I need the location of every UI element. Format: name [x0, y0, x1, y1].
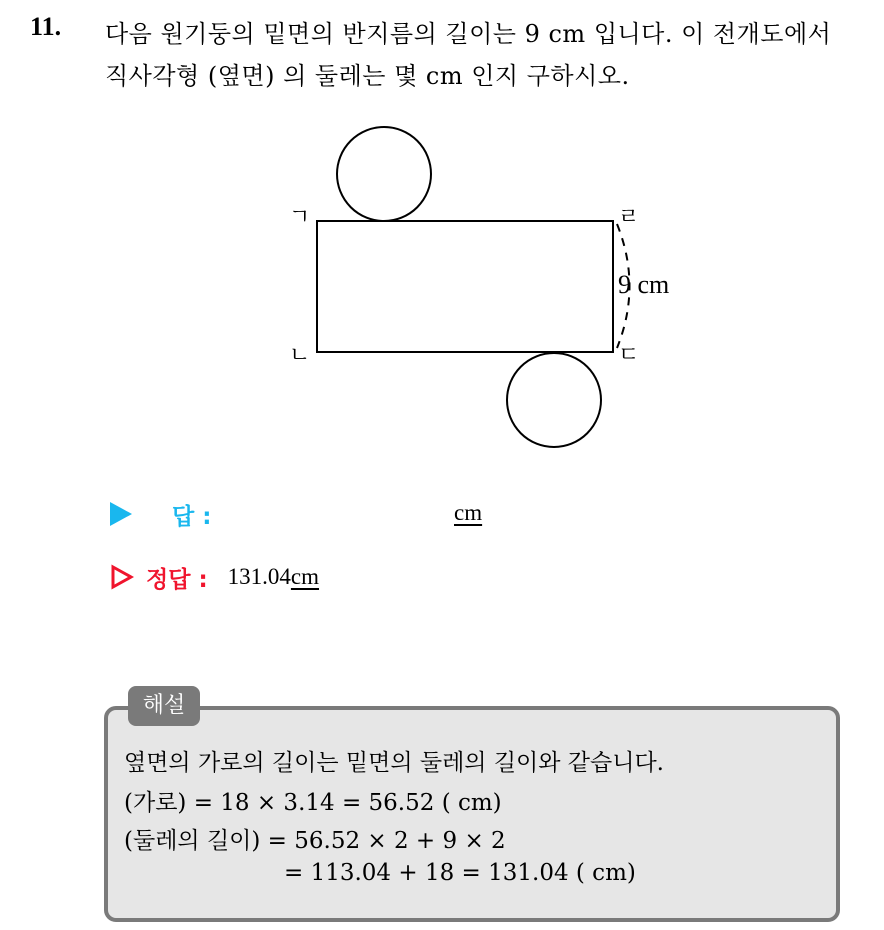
height-label: 9 cm: [618, 270, 670, 299]
correct-answer-row: [110, 560, 319, 594]
question-text-line-1: 다음 원기둥의 밑면의 반지름의 길이는 9 cm 입니다. 이 전개도에서: [105, 20, 832, 48]
top-base-circle: [337, 127, 431, 221]
solution-line-2: (가로) = 18 × 3.14 = 56.52 ( cm): [124, 790, 502, 816]
question-text-line-2: 직사각형 (옆면) 의 둘레는 몇 cm 인지 구하시오.: [105, 62, 630, 90]
solution-line-1: 옆면의 가로의 길이는 밑면의 둘레의 길이와 같습니다.: [124, 750, 664, 776]
solution-line-3: (둘레의 길이) = 56.52 × 2 + 9 × 2: [124, 828, 506, 854]
answer-unit: cm: [454, 500, 483, 525]
corner-label-bottom-right: ㄷ: [618, 343, 640, 368]
solution-line-4: = 113.04 + 18 = 131.04 ( cm): [284, 860, 636, 886]
outline-triangle-icon: [110, 564, 134, 590]
answer-label: 답 :: [172, 503, 212, 530]
solution-tag: 해설: [128, 686, 200, 726]
correct-answer-unit: cm: [290, 564, 320, 589]
corner-label-bottom-left: ㄴ: [289, 343, 311, 368]
corner-label-top-left: ㄱ: [289, 205, 311, 230]
corner-label-top-right: ㄹ: [618, 205, 640, 230]
answer-row: [110, 497, 211, 531]
filled-triangle-icon: [110, 502, 132, 526]
bottom-base-circle: [507, 353, 601, 447]
correct-answer-value: 131.04: [227, 564, 291, 589]
question-number: 11.: [30, 12, 62, 41]
correct-answer-label: 정답 :: [146, 566, 208, 593]
side-rectangle: [317, 221, 613, 352]
